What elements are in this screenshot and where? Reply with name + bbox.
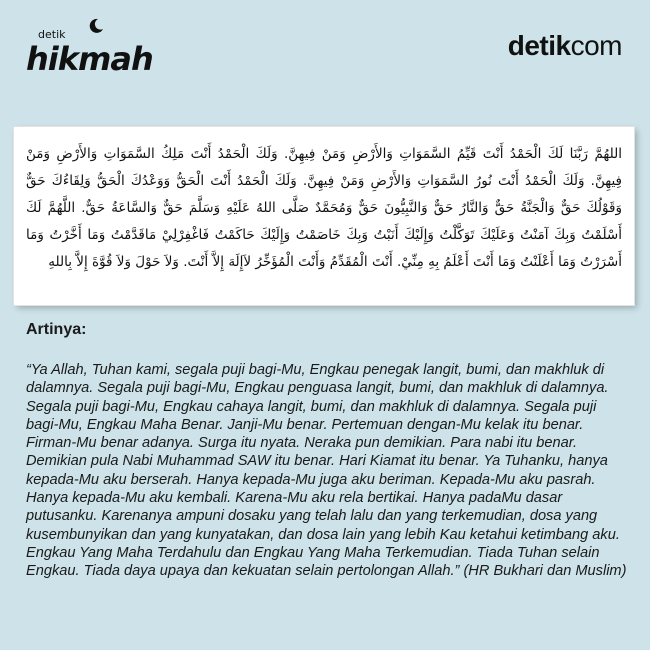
arabic-prayer-panel xyxy=(14,127,634,305)
logo-detik-bold: detik xyxy=(507,30,571,61)
logo-com: com xyxy=(570,30,622,61)
translation-heading: Artinya: xyxy=(26,321,87,338)
detikhikmah-logo xyxy=(26,18,156,78)
crescent-moon-icon xyxy=(88,18,104,34)
arabic-prayer-text: اللهُمَّ رَبَّنَا لَكَ الْحَمْدُ أَنْتَ قَيِّمُ السَّمَوَاتِ وَالأَرْضِ وَمَنْ فِيهِنَّ. وَلَكَ الْحَمْدُ أَنْتَ مَلِكُ السَّمَوَاتِ وَالأَرْضِ وَمَنْ فِيهِنَّ. وَلَكَ الْحَمْدُ أَنْتَ نُورُ السَّمَوَاتِ وَالأَرْضِ وَمَنْ فِيهِنَّ. وَلَكَ الْحَمْدُ أَنْتَ الْحَقُّ وَوَعْدُكَ الْحَقُّ وَلِقَاءُكَ حَقٌّ وَقَوْلُكَ حَقٌّ وَالْجَنَّةُ حَقٌّ وَالنَّارُ حَقٌّ وَالنَّبِيُّونَ حَقٌّ وَمُحَمَّدٌ صَلَّى اللهُ عَلَيْهِ وَسَلَّمَ حَقٌّ وَالسَّاعَةُ حَقٌّ. اللَّهُمَّ لَكَ أَسْلَمْتُ وَبِكَ آمَنْتُ وَعَلَيْكَ تَوَكَّلْتُ وَإِلَيْكَ أَنَبْتُ وَبِكَ خَاصَمْتُ وَإِلَيْكَ حَاكَمْتُ فَاغْفِرْلِيْ مَاقَدَّمْتُ وَمَا أَخَّرْتُ وَمَا أَسْرَرْتُ وَمَا أَعْلَنْتُ وَمَا أَنْتَ أَعْلَمُ بِهِ مِنِّيْ. أَنْتَ الْمُقَدِّمُ وَأَنْتَ الْمُؤَخِّرُ لاَإِلَهَ إِلاَّ أَنْتَ. وَلاَ حَوْلَ وَلاَ قُوَّةَ إِلاَّ بِاللهِ xyxy=(26,146,622,270)
detikcom-logo xyxy=(508,30,622,62)
translation-text: “Ya Allah, Tuhan kami, segala puji bagi-Mu, Engkau penegak langit, bumi, dan makhluk di dalamnya. Segala puji bagi-Mu, Engkau penguasa langit, bumi, dan makhluk di dalamnya. Segala puji bagi-Mu, Engkau cahaya langit, bumi, dan makhluk di dalamnya. Segala puji bagi-Mu, Engkau Maha Benar. Janji-Mu benar. Pertemuan dengan-Mu kelak itu benar. Firman-Mu benar adanya. Surga itu nyata. Neraka pun demikian. Para nabi itu benar. Demikian pula Nabi Muhammad SAW itu benar. Hari Kiamat itu benar. Ya Tuhanku, hanya kepada-Mu aku berserah. Hanya kepada-Mu juga aku beriman. Kepada-Mu aku pasrah. Hanya kepada-Mu aku kembali. Karena-Mu aku rela bertikai. Hanya padaMu dasar putusanku. Karenanya ampuni dosaku yang telah lalu dan yang terkemudian, dosa yang kusembunyikan dan yang kunyatakan, dan dosa lain yang lebih Kau ketahui ketimbang aku. Engkau Yang Maha Terdahulu dan Engkau Yang Maha Terkemudian. Tiada Tuhan selain Engkau. Tiada daya upaya dan kekuatan selain pertolongan Allah.” (HR Bukhari dan Muslim) xyxy=(26,362,627,580)
logo-detik-small: detik xyxy=(38,28,66,41)
logo-hikmah-text: hikmah xyxy=(26,40,153,78)
